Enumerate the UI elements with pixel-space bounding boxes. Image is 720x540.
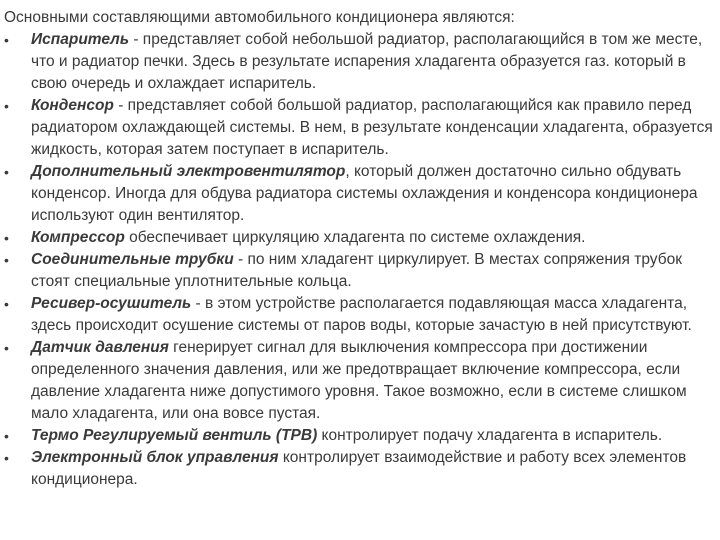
item-term: Датчик давления [31, 339, 169, 356]
bullet-icon: • [4, 252, 9, 268]
intro-text: Основными составляющими автомобильного кондиционера являются: [4, 9, 515, 26]
item-description: , который должен достаточно сильно обдувать конденсор. Иногда для обдува радиатора системы охлаждения и конденсора кондиционера используют один вентилятор. [31, 163, 698, 224]
bullet-icon: • [4, 32, 9, 48]
list-item [4, 447, 716, 491]
item-description: контролирует подачу хладагента в испаритель. [317, 427, 663, 444]
list-item [4, 293, 716, 337]
item-term: Конденсор [31, 97, 114, 114]
bullet-icon: • [4, 296, 9, 312]
list-item [4, 425, 716, 447]
item-description: - представляет собой небольшой радиатор, располагающийся в том же месте, что и радиатор печки. Здесь в результате испарения хладагента образуется газ. который в свою очередь и охлаждает испаритель. [31, 31, 703, 92]
component-list [4, 29, 716, 491]
item-description: контролирует взаимодействие и работу всех элементов кондиционера. [31, 449, 687, 488]
item-term: Испаритель [31, 31, 130, 48]
bullet-icon: • [4, 340, 9, 356]
item-description: генерирует сигнал для выключения компрессора при достижении определенного значения давления, или же предотвращает включение компрессора, если давление хладагента ниже допустимого уровня. Такое возможно, если в системе слишком мало хладагента, или она вовсе пустая. [31, 339, 687, 422]
item-term: Соединительные трубки [31, 251, 234, 268]
list-item [4, 337, 716, 425]
item-term: Дополнительный электровентилятор [31, 163, 346, 180]
item-description: - в этом устройстве располагается подавляющая масса хладагента, здесь происходит осушение системы от паров воды, которые зачастую в ней присутствуют. [31, 295, 692, 334]
item-description: - представляет собой большой радиатор, располагающийся как правило перед радиатором охлаждающей системы. В нем, в результате конденсации хладагента, образуется жидкость, которая затем поступает в испаритель. [31, 97, 713, 158]
bullet-icon: • [4, 230, 9, 246]
list-item [4, 227, 716, 249]
list-item [4, 161, 716, 227]
item-term: Электронный блок управления [31, 449, 279, 466]
item-term: Компрессор [31, 229, 125, 246]
slide-body [4, 7, 716, 491]
list-item [4, 29, 716, 95]
bullet-icon: • [4, 450, 9, 466]
item-description: обеспечивает циркуляцию хладагента по системе охлаждения. [124, 229, 586, 246]
list-item [4, 95, 716, 161]
item-term: Термо Регулируемый вентиль (ТРВ) [31, 427, 318, 444]
bullet-icon: • [4, 164, 9, 180]
item-description: - по ним хладагент циркулирует. В местах сопряжения трубок стоят специальные уплотнительные кольца. [31, 251, 683, 290]
bullet-icon: • [4, 98, 9, 114]
bullet-icon: • [4, 428, 9, 444]
item-term: Ресивер-осушитель [31, 295, 192, 312]
list-item [4, 249, 716, 293]
